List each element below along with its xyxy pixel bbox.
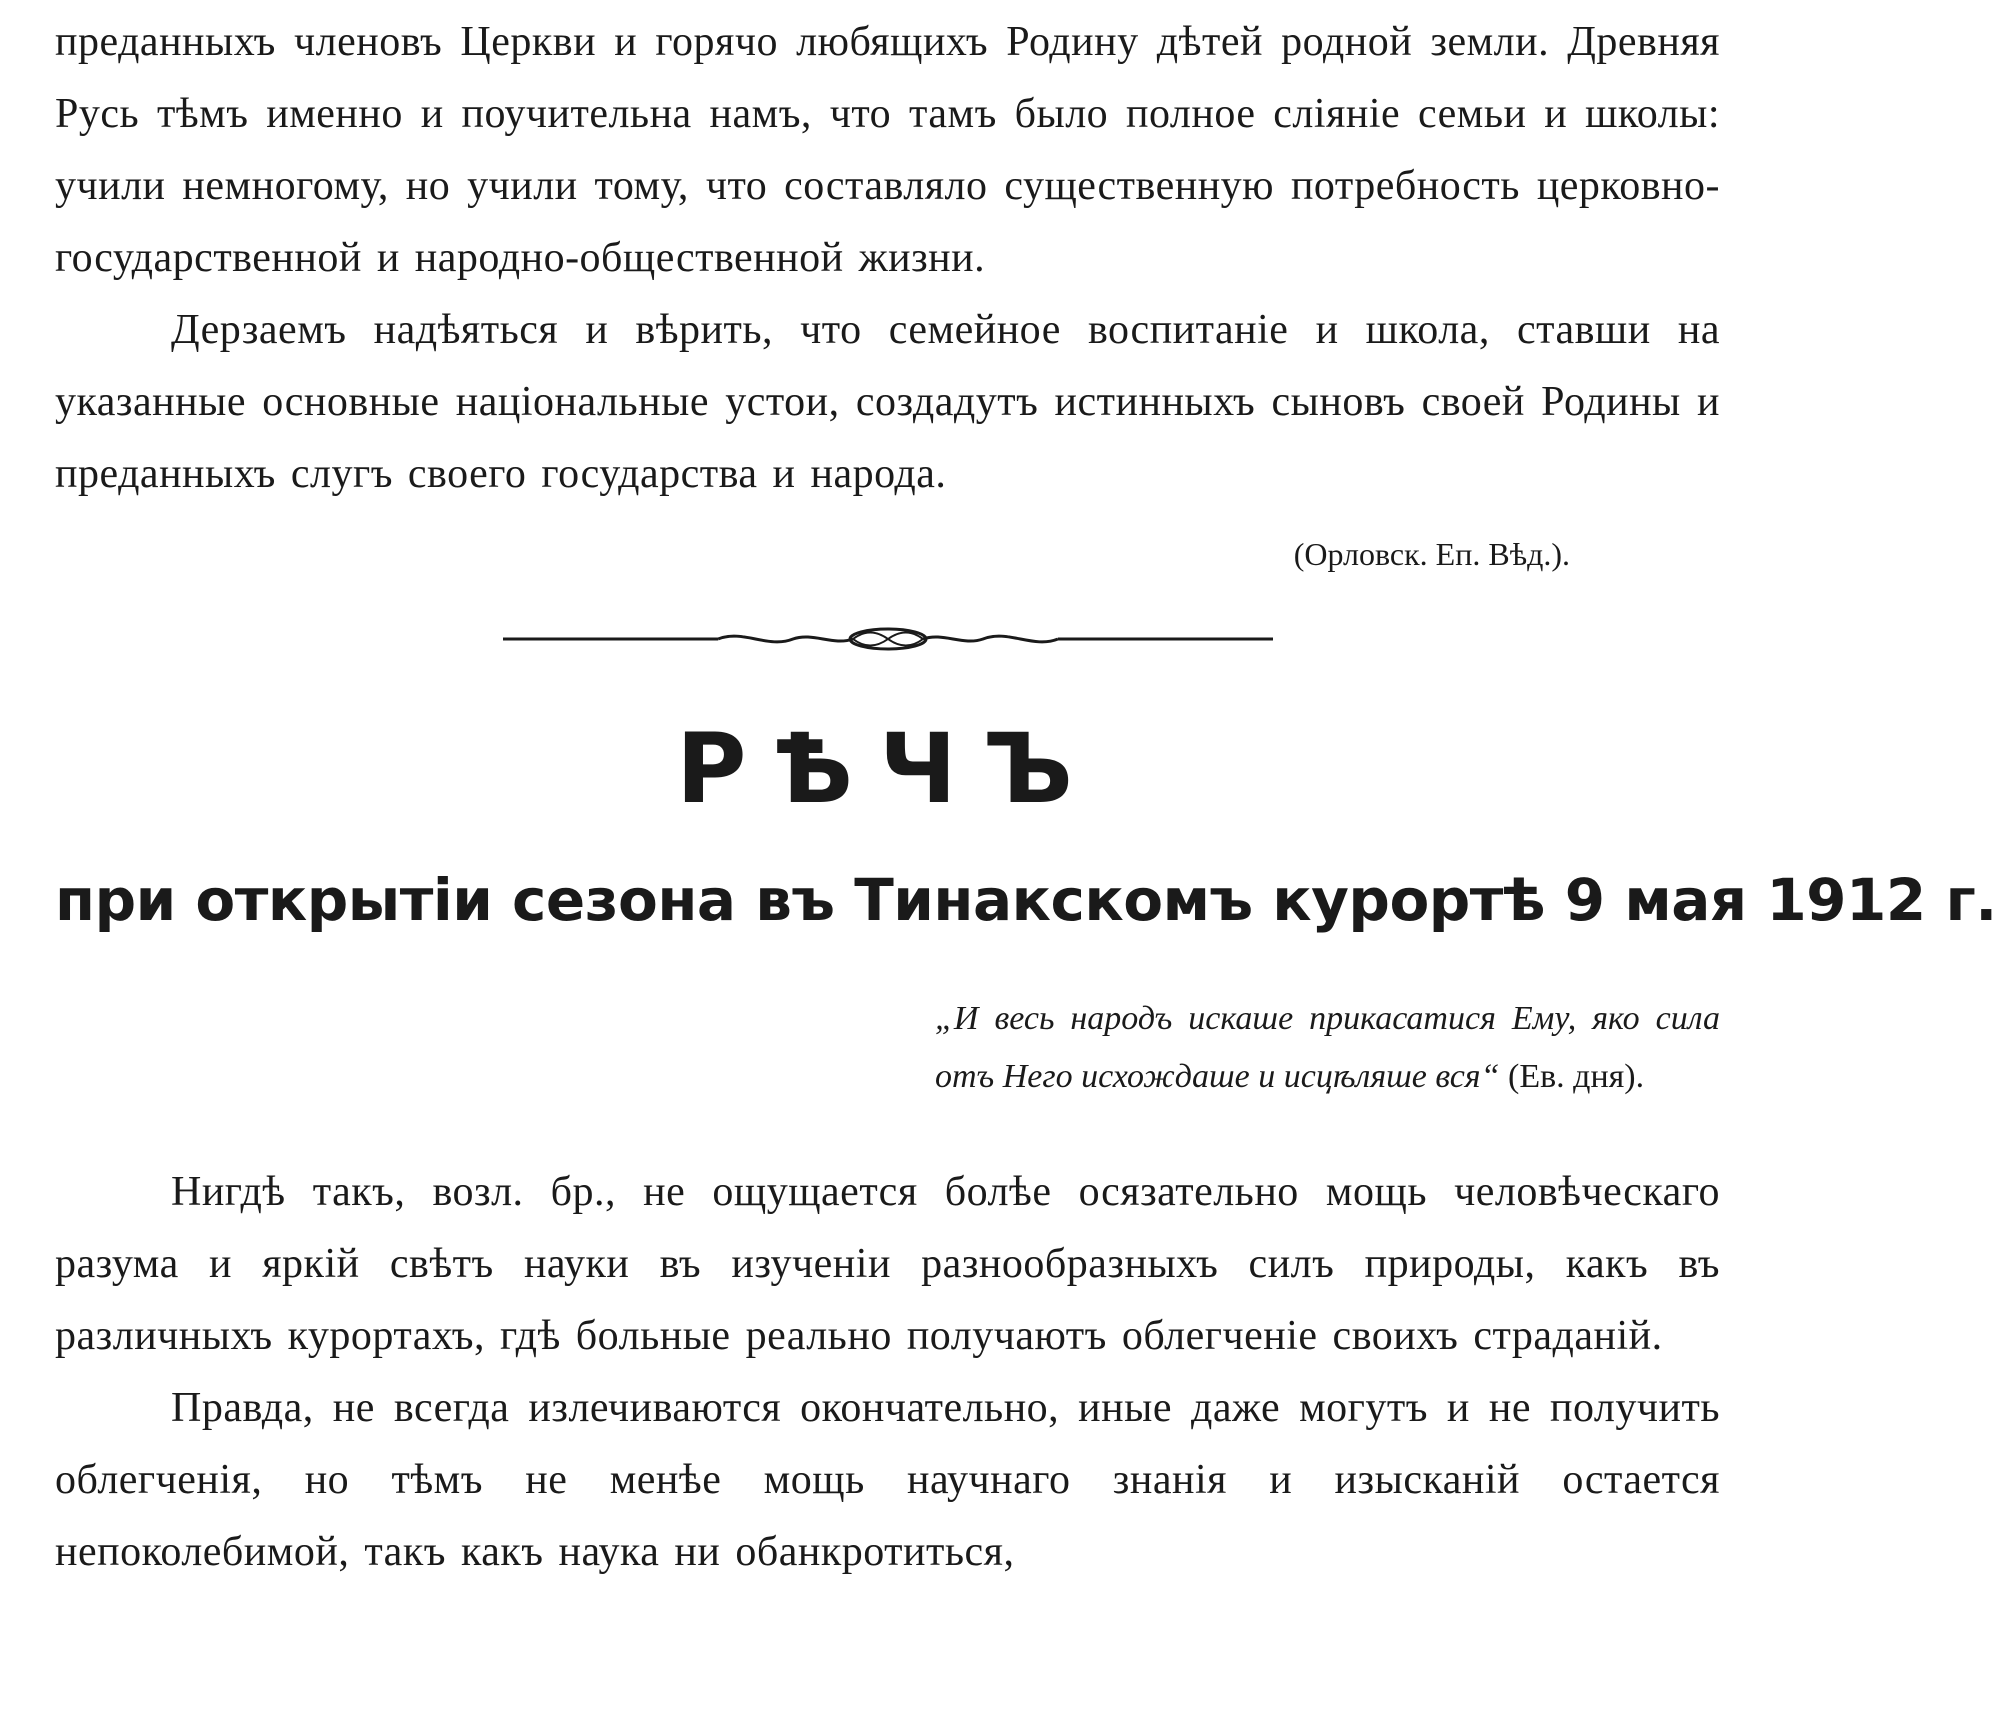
epigraph-text: „И весь народъ искаше прикасатися Ему, яко сила отъ Него исхождаше и исцѣляше вся“ (935, 1000, 1720, 1095)
document-heading: РѢЧЪ (676, 713, 1099, 825)
intro-paragraph-continuation: преданныхъ членовъ Церкви и горячо любящихъ Родину дѣтей родной земли. Древняя Русь тѣмъ именно и поучительна намъ, что тамъ было полное сліяніе семьи и школы: учили немногому, но учили тому, что составляло существенную потребность церковно-государственной и народно-общественной жизни. (55, 19, 1720, 281)
document-subtitle: при открытіи сезона въ Тинакскомъ курортѣ 9 мая 1912 г. (55, 866, 1997, 934)
body-paragraph: Нигдѣ такъ, возл. бр., не ощущается болѣе осязательно мощь человѣческаго разума и яркій свѣтъ науки въ изученіи разнообразныхъ силъ природы, какъ въ различныхъ курортахъ, гдѣ больные реально получаютъ облегченіе своихъ страданій. (55, 1169, 1720, 1359)
body-paragraph: Правда, не всегда излечиваются окончательно, иные даже могутъ и не получить облегченія, но тѣмъ не менѣе мощь научнаго знанія и изысканій остается непоколебимой, такъ какъ наука ни обанкротиться, (55, 1385, 1720, 1575)
intro-paragraph: Дерзаемъ надѣяться и вѣрить, что семейное воспитаніе и школа, ставши на указанные основные національные устои, создадутъ истинныхъ сыновъ своей Родины и преданныхъ слугъ своего государства и народа. (55, 307, 1720, 497)
ornament-divider-icon (503, 624, 1273, 654)
epigraph (935, 990, 1720, 1106)
source-citation: (Орловск. Еп. Вѣд.). (1293, 536, 1570, 572)
document-page (55, 0, 1997, 1727)
epigraph-reference: (Ев. дня). (1508, 1058, 1645, 1095)
